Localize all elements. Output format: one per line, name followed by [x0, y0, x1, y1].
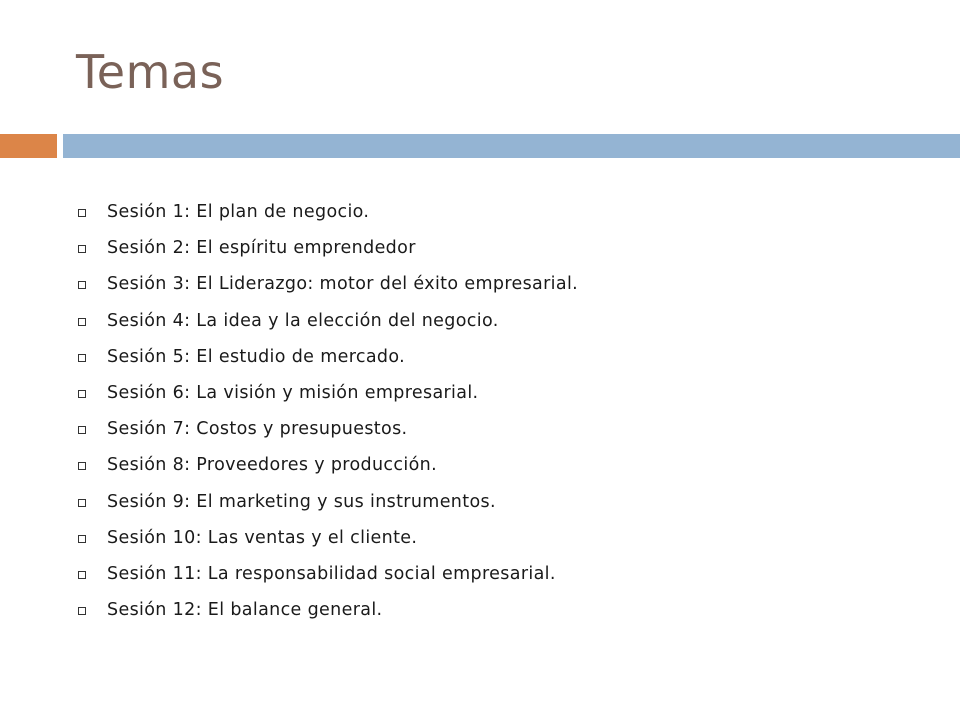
square-bullet-icon: [78, 607, 86, 615]
square-bullet-icon: [78, 499, 86, 507]
accent-bar: [0, 134, 57, 158]
list-item: [78, 339, 578, 375]
list-item-text: Sesión 6: La visión y misión empresarial.: [107, 383, 479, 404]
topic-list: [78, 194, 578, 628]
list-item: [78, 230, 578, 266]
list-item: [78, 194, 578, 230]
list-item: [78, 592, 578, 628]
list-item: [78, 556, 578, 592]
square-bullet-icon: [78, 426, 86, 434]
list-item-text: Sesión 1: El plan de negocio.: [107, 202, 370, 223]
list-item-text: Sesión 4: La idea y la elección del negocio.: [107, 310, 499, 331]
square-bullet-icon: [78, 354, 86, 362]
list-item-text: Sesión 2: El espíritu emprendedor: [107, 238, 416, 259]
list-item-text: Sesión 10: Las ventas y el cliente.: [107, 527, 418, 548]
list-item: [78, 266, 578, 302]
slide-title: Temas: [76, 45, 225, 99]
list-item: [78, 484, 578, 520]
list-item: [78, 375, 578, 411]
list-item: [78, 447, 578, 483]
list-item-text: Sesión 5: El estudio de mercado.: [107, 346, 406, 367]
list-item-text: Sesión 8: Proveedores y producción.: [107, 455, 437, 476]
square-bullet-icon: [78, 245, 86, 253]
list-item: [78, 520, 578, 556]
list-item-text: Sesión 3: El Liderazgo: motor del éxito empresarial.: [107, 274, 579, 295]
square-bullet-icon: [78, 462, 86, 470]
square-bullet-icon: [78, 535, 86, 543]
square-bullet-icon: [78, 318, 86, 326]
list-item-text: Sesión 7: Costos y presupuestos.: [107, 419, 408, 440]
square-bullet-icon: [78, 390, 86, 398]
list-item: [78, 411, 578, 447]
list-item-text: Sesión 9: El marketing y sus instrumentos.: [107, 491, 496, 512]
header-bar: [63, 134, 960, 158]
list-item: [78, 303, 578, 339]
square-bullet-icon: [78, 571, 86, 579]
list-item-text: Sesión 12: El balance general.: [107, 600, 383, 621]
square-bullet-icon: [78, 209, 86, 217]
list-item-text: Sesión 11: La responsabilidad social empresarial.: [107, 563, 556, 584]
square-bullet-icon: [78, 281, 86, 289]
